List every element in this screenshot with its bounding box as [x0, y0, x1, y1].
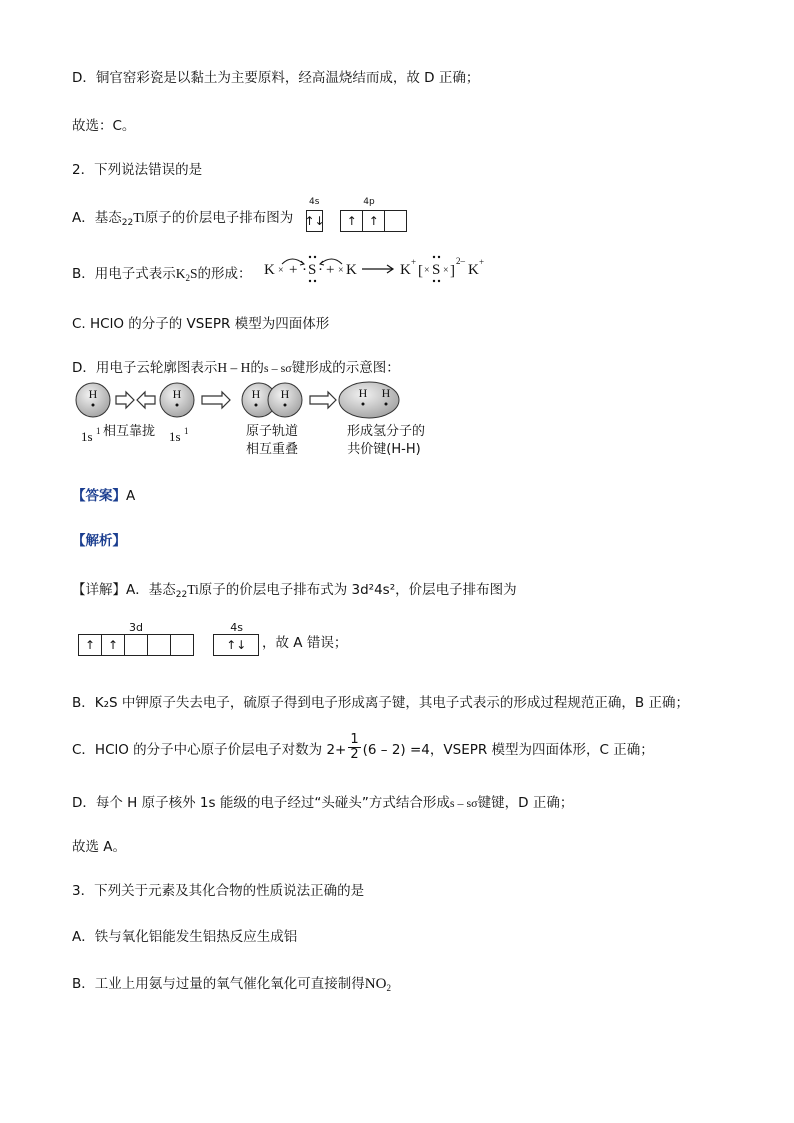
d-box-1: ↑ — [78, 634, 102, 656]
svg-text:×: × — [443, 265, 449, 276]
q3b-sub: 2 — [386, 983, 391, 993]
orbital-4s-label: 4s — [309, 197, 320, 207]
svg-text:×: × — [278, 265, 284, 276]
q2a-orbital-diagram — [304, 197, 407, 232]
prev-option-d: D．铜官窑彩瓷是以黏土为主要原料，经高温烧结而成，故 D 正确； — [72, 70, 480, 86]
q2d-bond: s – sσ — [263, 361, 292, 375]
q3b-text: B．工业上用氨与过量的氧气催化氧化可直接制得 — [72, 976, 365, 992]
svg-text:·: · — [318, 262, 323, 278]
orbital-4p-label: 4p — [363, 197, 375, 207]
d-box-3 — [124, 634, 148, 656]
detail-a — [72, 578, 517, 600]
svg-text:·: · — [302, 262, 307, 278]
prev-answer: 故选：C。 — [72, 118, 136, 134]
svg-text:H: H — [172, 387, 182, 401]
q2a-atomic-number: 22 — [121, 218, 134, 228]
q2b-sub: 2 — [185, 273, 191, 283]
orbital-box-4s: ↑↓ — [306, 210, 323, 232]
svg-text:+: + — [411, 257, 417, 267]
svg-text:×: × — [338, 265, 344, 276]
d-box-4 — [147, 634, 171, 656]
electron-cloud-diagram — [72, 378, 442, 460]
orbital-box-4p-3 — [384, 210, 407, 232]
svg-text:H: H — [358, 386, 368, 400]
svg-text:1: 1 — [96, 426, 101, 436]
detail-3d-label: 3d — [129, 621, 143, 634]
answer-value: A — [126, 488, 136, 504]
ef-k4: K — [468, 262, 479, 278]
q2d-post: 键形成的示意图： — [291, 360, 400, 376]
orbital-box-4p-2: ↑ — [362, 210, 385, 232]
q3b-no: NO — [364, 976, 387, 992]
choose-a: 故选 A。 — [72, 839, 127, 855]
q2a-element: Ti — [133, 210, 145, 225]
detail-label: 【详解】 — [72, 582, 126, 598]
answer-line — [72, 484, 135, 504]
detail-a-post: ，故 A 错误； — [262, 635, 348, 651]
frac-den: 2 — [350, 747, 359, 762]
detail-orbital-4s — [214, 621, 259, 656]
svg-text:原子轨道: 原子轨道 — [245, 424, 299, 439]
svg-text:相互靠拢: 相互靠拢 — [102, 424, 156, 439]
svg-text:形成氢分子的: 形成氢分子的 — [346, 424, 426, 439]
answer-label: 【答案】 — [72, 488, 126, 504]
orbital-4p — [341, 197, 407, 232]
electron-formula-diagram — [262, 252, 502, 286]
d-box-5 — [170, 634, 194, 656]
ef-s: S — [308, 262, 317, 278]
q2a-text-post: 原子的价层电子排布图为 — [144, 210, 294, 226]
q2b-text-post: 的形成： — [197, 266, 252, 282]
q2-option-b — [72, 262, 252, 283]
q2b-text: B．用电子式表示 — [72, 266, 176, 282]
d-box-2: ↑ — [101, 634, 125, 656]
detail-d — [72, 791, 573, 811]
svg-text:H: H — [251, 387, 261, 401]
question-3-stem: 3．下列关于元素及其化合物的性质说法正确的是 — [72, 883, 365, 899]
svg-text:2–: 2– — [456, 256, 465, 266]
ef-k3: K — [400, 262, 411, 278]
ef-s2: S — [432, 262, 441, 278]
q2d-hh: H – H — [217, 360, 251, 375]
svg-text:[: [ — [418, 263, 423, 279]
detail-a-el: Ti — [187, 582, 199, 597]
q2d-text: D．用电子云轮廓图表示 — [72, 360, 218, 376]
detail-a-z: 22 — [175, 590, 188, 600]
q2d-mid: 的 — [250, 360, 264, 376]
detail-c-post: (6 – 2) =4，VSEPR 模型为四面体形，C 正确； — [362, 741, 654, 758]
q2-option-a — [72, 206, 293, 228]
detail-c — [72, 733, 654, 762]
ef-k1: K — [264, 262, 275, 278]
q3-option-b — [72, 972, 391, 993]
ef-plus1: + — [289, 262, 298, 278]
svg-text:×: × — [424, 265, 430, 276]
svg-text:]: ] — [450, 263, 455, 279]
detail-d-pre: D．每个 H 原子核外 1s 能级的电子经过“头碰头”方式结合形成 — [72, 795, 450, 811]
detail-a-pre: A．基态 — [126, 582, 176, 598]
svg-text:相互重叠: 相互重叠 — [245, 442, 299, 457]
svg-text:1: 1 — [184, 426, 189, 436]
svg-text:H: H — [280, 387, 290, 401]
q3-option-a: A．铁与氧化铝能发生铝热反应生成铝 — [72, 929, 298, 945]
question-2-stem: 2．下列说法错误的是 — [72, 162, 203, 178]
svg-text:1s: 1s — [169, 429, 181, 444]
svg-text:H: H — [381, 386, 391, 400]
orbital-box-4p-1: ↑ — [340, 210, 363, 232]
svg-text:共价键(H-H): 共价键(H-H) — [347, 442, 421, 457]
detail-d-post: 键键，D 正确； — [477, 795, 574, 811]
detail-d-bond: s – sσ — [449, 796, 478, 810]
detail-c-pre: C．HClO 的分子中心原子价层电子对数为 2+ — [72, 741, 347, 758]
q2b-k: K — [175, 266, 186, 281]
q2-option-d — [72, 356, 400, 376]
svg-text:1s: 1s — [81, 429, 93, 444]
detail-4s-label: 4s — [230, 621, 244, 634]
q2b-s: S — [190, 266, 198, 281]
analysis-label: 【解析】 — [72, 533, 126, 549]
orbital-4s — [304, 197, 325, 232]
detail-b: B．K₂S 中钾原子失去电子，硫原子得到电子形成离子键，其电子式表示的形成过程规范正确，B 正确； — [72, 695, 689, 711]
q2-option-c: C. HClO 的分子的 VSEPR 模型为四面体形 — [72, 316, 330, 332]
frac-num: 1 — [350, 732, 359, 747]
svg-text:H: H — [88, 387, 98, 401]
detail-orbital-diagram — [79, 621, 259, 656]
svg-text:+: + — [479, 257, 485, 267]
detail-a-mid: 原子的价层电子排布式为 3d²4s²，价层电子排布图为 — [198, 582, 517, 598]
fraction — [348, 733, 360, 762]
q2a-text: A．基态 — [72, 210, 122, 226]
ef-k2: K — [346, 262, 357, 278]
ef-plus2: + — [326, 262, 335, 278]
detail-orbital-3d — [79, 621, 194, 656]
s-box: ↑↓ — [213, 634, 259, 656]
